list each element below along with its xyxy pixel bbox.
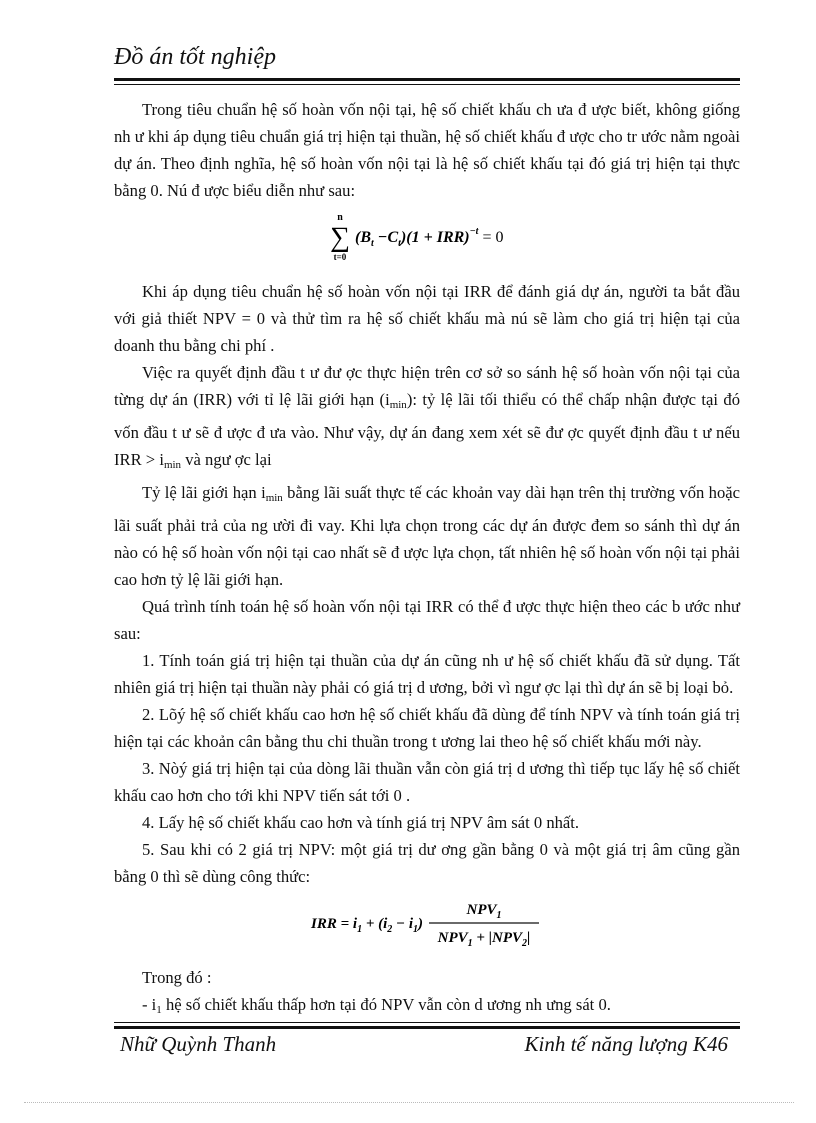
- step-1: 1. Tính toán giá trị hiện tại thuần của dự án cũng nh ư hệ số chiết khấu đã sử dụng. Tất nhiên giá trị hiện tại thuần này phải có giá trị d ương, bởi vì ngư ợc lại thì dự án sẽ bị loại bỏ.: [114, 651, 740, 697]
- step-3: 3. Nòý giá trị hiện tại của dòng lãi thuần vẫn còn giá trị d ương thì tiếp tục lấy hệ số chiết khấu cao hơn cho tới khi NPV tiến sát tới 0 .: [114, 759, 740, 805]
- header-title: Đồ án tốt nghiệp: [114, 44, 276, 70]
- paragraph-5: Quá trình tính toán hệ số hoàn vốn nội tại IRR có thể đ ược thực hiện theo các b ước như sau:: [114, 597, 740, 643]
- header-rule-thick: [114, 78, 740, 81]
- paragraph-3: Việc ra quyết định đầu t ư đư ợc thực hiện trên cơ sở so sánh hệ số hoàn vốn nội tại của từng dự án (IRR) với tỉ lệ lãi giới hạn $(i_{min})$: tỷ lệ lãi tối thiểu có thể chấp nhận được tại đó vốn đầu t ư sẽ đ ược đ ưa vào. Như vậy, dự án đang xem xét sẽ đư ợc quyết định đầu t ư nếu IRR > $i_{min}$ và ngư ợc lại: [114, 363, 740, 471]
- fraction-denominator: $NPV_1 + |NPV_2|$: [437, 930, 531, 949]
- document-body: [114, 96, 740, 1024]
- footer-rule-thick: [114, 1026, 740, 1029]
- paragraph-1: Trong tiêu chuẩn hệ số hoàn vốn nội tại, hệ số chiết khấu ch ưa đ ược biết, không giống nh ư khi áp dụng tiêu chuẩn giá trị hiện tại thuần, hệ số chiết khấu đ ược cho tr ước nằm ngoài dự án. Theo định nghĩa, hệ số hoàn vốn nội tại là hệ số chiết khấu tại đó giá trị hiện tại thực bằng 0. Nú đ ược biểu diễn như sau:: [114, 100, 740, 200]
- fraction-numerator: $NPV_1$: [466, 902, 502, 921]
- sum-lower-limit: t=0: [333, 252, 347, 262]
- paragraph-7: - $i_1$ hệ số chiết khấu thấp hơn tại đó NPV vẫn còn d ương nh ưng sát 0.: [142, 995, 611, 1016]
- irr-sum-formula: [307, 208, 547, 264]
- footer-author: Nhữ Quỳnh Thanh: [120, 1032, 277, 1056]
- formula-lhs: IRR = $i_1 + (i_2 - i_1)$: [311, 916, 424, 935]
- formula-irr-interpolation: [114, 894, 740, 958]
- formula-irr-definition: [114, 208, 740, 272]
- footer-rule-thin: [114, 1022, 740, 1023]
- step-4: 4. Lấy hệ số chiết khấu cao hơn và tính giá trị NPV âm sát 0 nhất.: [142, 813, 580, 832]
- formula-body: $(B_t -C_t)(1 + IRR)^{-t} = 0$: [355, 226, 504, 249]
- irr-interpolation-formula: [307, 894, 547, 950]
- sum-symbol: ∑: [330, 222, 350, 253]
- sum-upper-limit: n: [337, 212, 343, 223]
- step-5: 5. Sau khi có 2 giá trị NPV: một giá trị dư ơng gần bằng 0 và một giá trị âm cũng gần bằng 0 thì sẽ dùng công thức:: [114, 840, 740, 886]
- footer-course: Kinh tế năng lượng K46: [524, 1032, 728, 1056]
- paragraph-2: Khi áp dụng tiêu chuẩn hệ số hoàn vốn nội tại IRR để đánh giá dự án, người ta bắt đầu với giả thiết NPV = 0 và thử tìm ra hệ số chiết khấu mà nú sẽ làm cho giá trị hiện tại của doanh thu bằng chi phí .: [114, 282, 740, 355]
- page-bottom-dotted-line: [24, 1102, 794, 1103]
- paragraph-6: Trong đó :: [142, 968, 212, 987]
- header-rule-thin: [114, 84, 740, 85]
- paragraph-4: Tỷ lệ lãi giới hạn $i_{min}$ bằng lãi suất thực tế các khoản vay dài hạn trên thị trường vốn hoặc lãi suất phải trả của ng ười đi vay. Khi lựa chọn trong các dự án được đem so sánh thì dự án nào có hệ số hoàn vốn nội tại cao nhất sẽ đ ược lựa chọn, tất nhiên hệ số hoàn vốn nội tại phải cao hơn tỷ lệ lãi giới hạn.: [114, 483, 740, 589]
- step-2: 2. Lõý hệ số chiết khấu cao hơn hệ số chiết khấu đã dùng để tính NPV và tính toán giá trị hiện tại các khoản cân bằng thu chi thuần trong t ương lai theo hệ số chiết khấu mới này.: [114, 705, 740, 751]
